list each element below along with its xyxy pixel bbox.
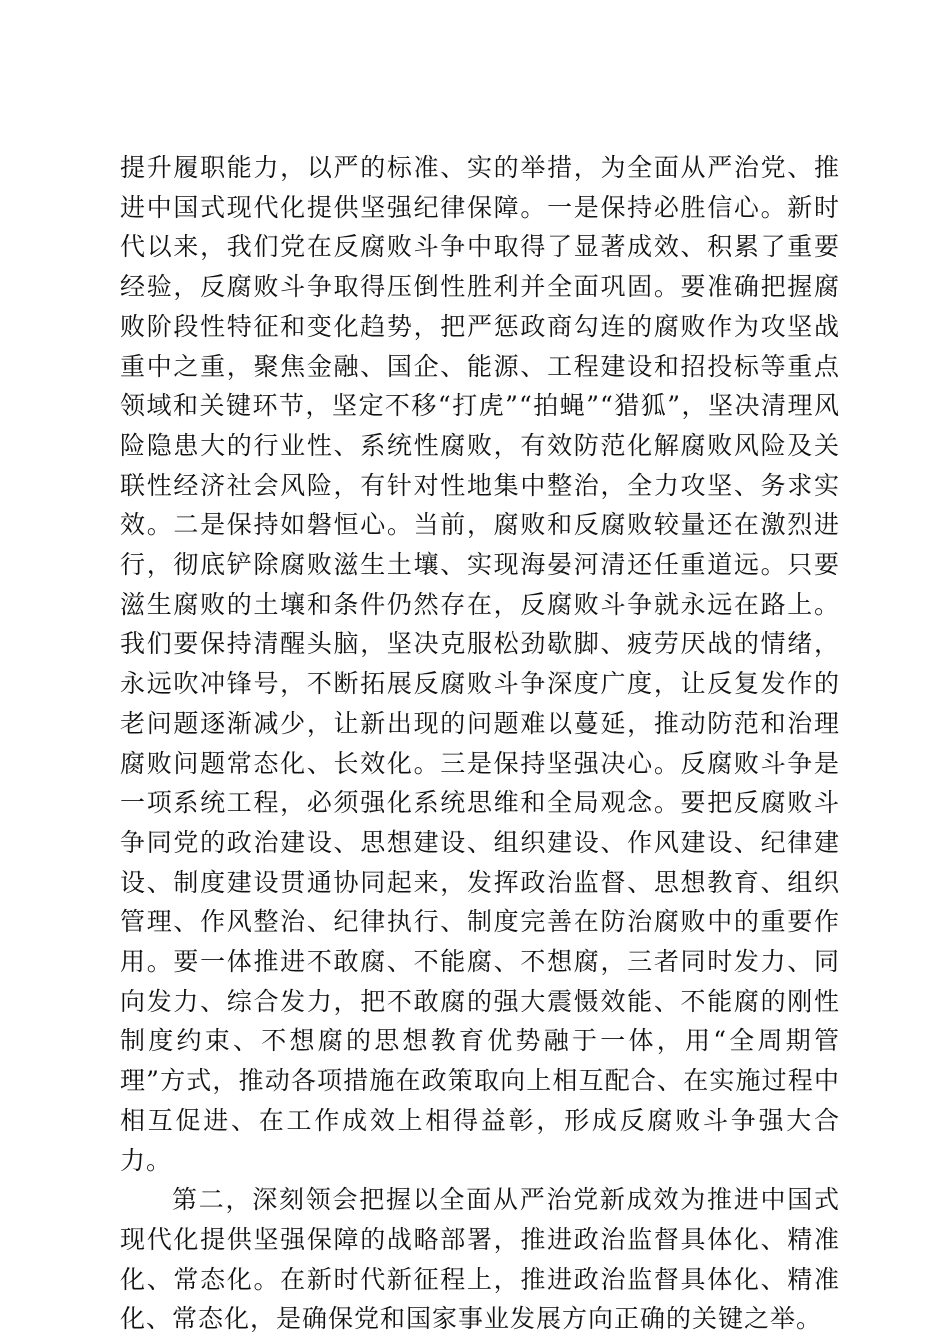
document-body: [120, 148, 840, 1339]
paragraph-section-two: 第二，深刻领会把握以全面从严治党新成效为推进中国式现代化提供坚强保障的战略部署，推进政治监督具体化、精准化、常态化。在新时代新征程上，推进政治监督具体化、精准化、常态化，是确保党和国家事业发展方向正确的关键之举。: [120, 1185, 840, 1334]
paragraph-continuation: 提升履职能力，以严的标准、实的举措，为全面从严治党、推进中国式现代化提供坚强纪律保障。一是保持必胜信心。新时代以来，我们党在反腐败斗争中取得了显著成效、积累了重要经验，反腐败斗争取得压倒性胜利并全面巩固。要准确把握腐败阶段性特征和变化趋势，把严惩政商勾连的腐败作为攻坚战重中之重，聚焦金融、国企、能源、工程建设和招投标等重点领域和关键环节，坚定不移“打虎”“拍蝇”“猎狐”，坚决清理风险隐患大的行业性、系统性腐败，有效防范化解腐败风险及关联性经济社会风险，有针对性地集中整治，全力攻坚、务求实效。二是保持如磐恒心。当前，腐败和反腐败较量还在激烈进行，彻底铲除腐败滋生土壤、实现海晏河清还任重道远。只要滋生腐败的土壤和条件仍然存在，反腐败斗争就永远在路上。我们要保持清醒头脑，坚决克服松劲歇脚、疲劳厌战的情绪，永远吹冲锋号，不断拓展反腐败斗争深度广度，让反复发作的老问题逐渐减少，让新出现的问题难以蔓延，推动防范和治理腐败问题常态化、长效化。三是保持坚强决心。反腐败斗争是一项系统工程，必须强化系统思维和全局观念。要把反腐败斗争同党的政治建设、思想建设、组织建设、作风建设、纪律建设、制度建设贯通协同起来，发挥政治监督、思想教育、组织管理、作风整治、纪律执行、制度完善在防治腐败中的重要作用。要一体推进不敢腐、不能腐、不想腐，三者同时发力、同向发力、综合发力，把不敢腐的强大震慑效能、不能腐的刚性制度约束、不想腐的思想教育优势融于一体，用“全周期管理”方式，推动各项措施在政策取向上相互配合、在实施过程中相互促进、在工作成效上相得益彰，形成反腐败斗争强大合力。: [120, 153, 840, 1175]
